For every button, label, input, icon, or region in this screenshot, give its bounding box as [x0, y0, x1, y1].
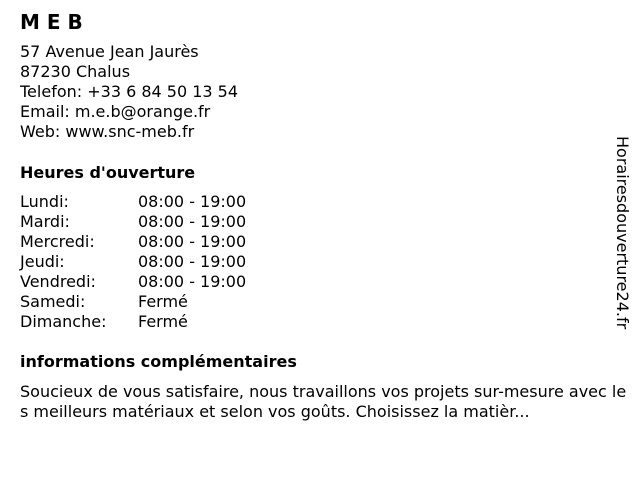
day-label: Lundi:: [20, 192, 69, 211]
day-hours: 08:00 - 19:00: [138, 232, 247, 251]
hours-row-wednesday: [20, 232, 620, 252]
hours-row-friday: [20, 272, 620, 292]
hours-table: [20, 192, 620, 332]
site-watermark: Horairesdouverture24.fr: [613, 136, 632, 330]
day-label: Samedi:: [20, 292, 86, 311]
day-label: Mardi:: [20, 212, 70, 231]
day-hours: 08:00 - 19:00: [138, 272, 247, 291]
day-hours: 08:00 - 19:00: [138, 252, 247, 271]
phone-line: Telefon: +33 6 84 50 13 54: [20, 82, 239, 101]
day-label: Vendredi:: [20, 272, 96, 291]
hours-heading: Heures d'ouverture: [20, 163, 196, 182]
email-line: Email: m.e.b@orange.fr: [20, 102, 211, 121]
hours-row-tuesday: [20, 212, 620, 232]
business-name: M E B: [20, 10, 83, 34]
address-city: 87230 Chalus: [20, 62, 131, 81]
web-line: Web: www.snc-meb.fr: [20, 122, 195, 141]
info-heading: informations complémentaires: [20, 352, 297, 371]
info-description: Soucieux de vous satisfaire, nous travaillons vos projets sur-mesure avec les meilleurs matériaux et selon vos goûts. Choisissez la matièr...: [20, 382, 627, 421]
day-hours: Fermé: [138, 312, 188, 331]
address-street: 57 Avenue Jean Jaurès: [20, 42, 199, 61]
day-hours: 08:00 - 19:00: [138, 192, 247, 211]
hours-row-monday: [20, 192, 620, 212]
day-label: Dimanche:: [20, 312, 107, 331]
hours-row-thursday: [20, 252, 620, 272]
contact-block: [20, 42, 620, 142]
hours-row-saturday: [20, 292, 620, 312]
hours-row-sunday: [20, 312, 620, 332]
day-hours: Fermé: [138, 292, 188, 311]
day-label: Mercredi:: [20, 232, 95, 251]
day-hours: 08:00 - 19:00: [138, 212, 247, 231]
day-label: Jeudi:: [20, 252, 65, 271]
